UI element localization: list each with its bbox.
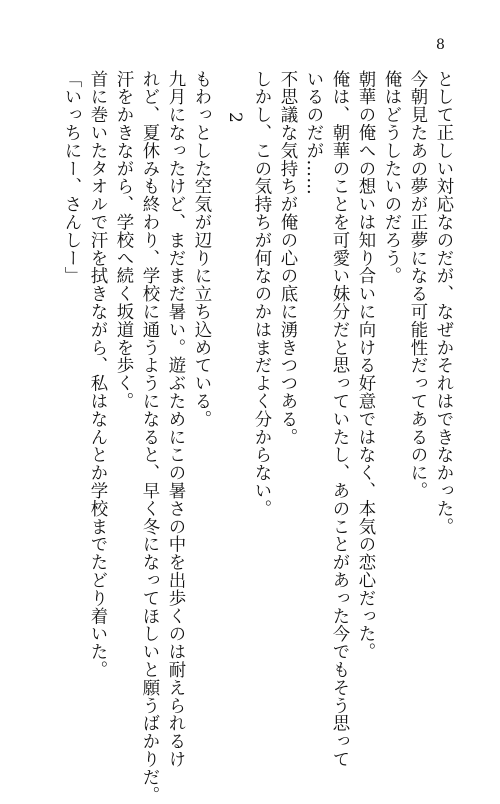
text-column: 汗をかきながら、学校へ続く坂道を歩く。 [113,70,133,411]
text-column: 俺は、朝華のことを可愛い妹分だと思っていたし、あのことがあった今でもそう思って [329,70,349,769]
text-column: しかし、この気持ちが何なのかはまだよく分からない。 [251,70,271,518]
text-column: いるのだが…… [303,70,323,196]
text-column: 九月になったけど、まだまだ暑い。遊ぶためにこの暑さの中を出歩くのは耐えられるけ [165,70,185,769]
text-column: もわっとした空気が辺りに立ち込めている。 [191,70,211,428]
text-column: 不思議な気持ちが俺の心の底に湧きつつある。 [277,70,297,446]
text-column: 今朝見たあの夢が正夢になる可能性だってあるのに。 [407,70,427,500]
text-column: 首に巻いたタオルで汗を拭きながら、私はなんとか学校までたどり着いた。 [87,70,107,679]
text-column: れど、夏休みも終わり、学校に通うようになると、早く冬になってほしいと願うばかりだ。 [139,70,159,804]
text-column: 俺はどうしたいのだろう。 [381,70,401,285]
page-number: 8 [436,37,445,53]
dialogue-column: 「いっちにー、さんしー」 [61,70,81,285]
text-column: 朝華の俺への想いは知り合いに向ける好意ではなく、本気の恋心だった。 [355,70,375,661]
section-number: 2 [225,112,245,123]
text-column: として正しい対応なのだが、なぜかそれはできなかった。 [433,70,453,536]
